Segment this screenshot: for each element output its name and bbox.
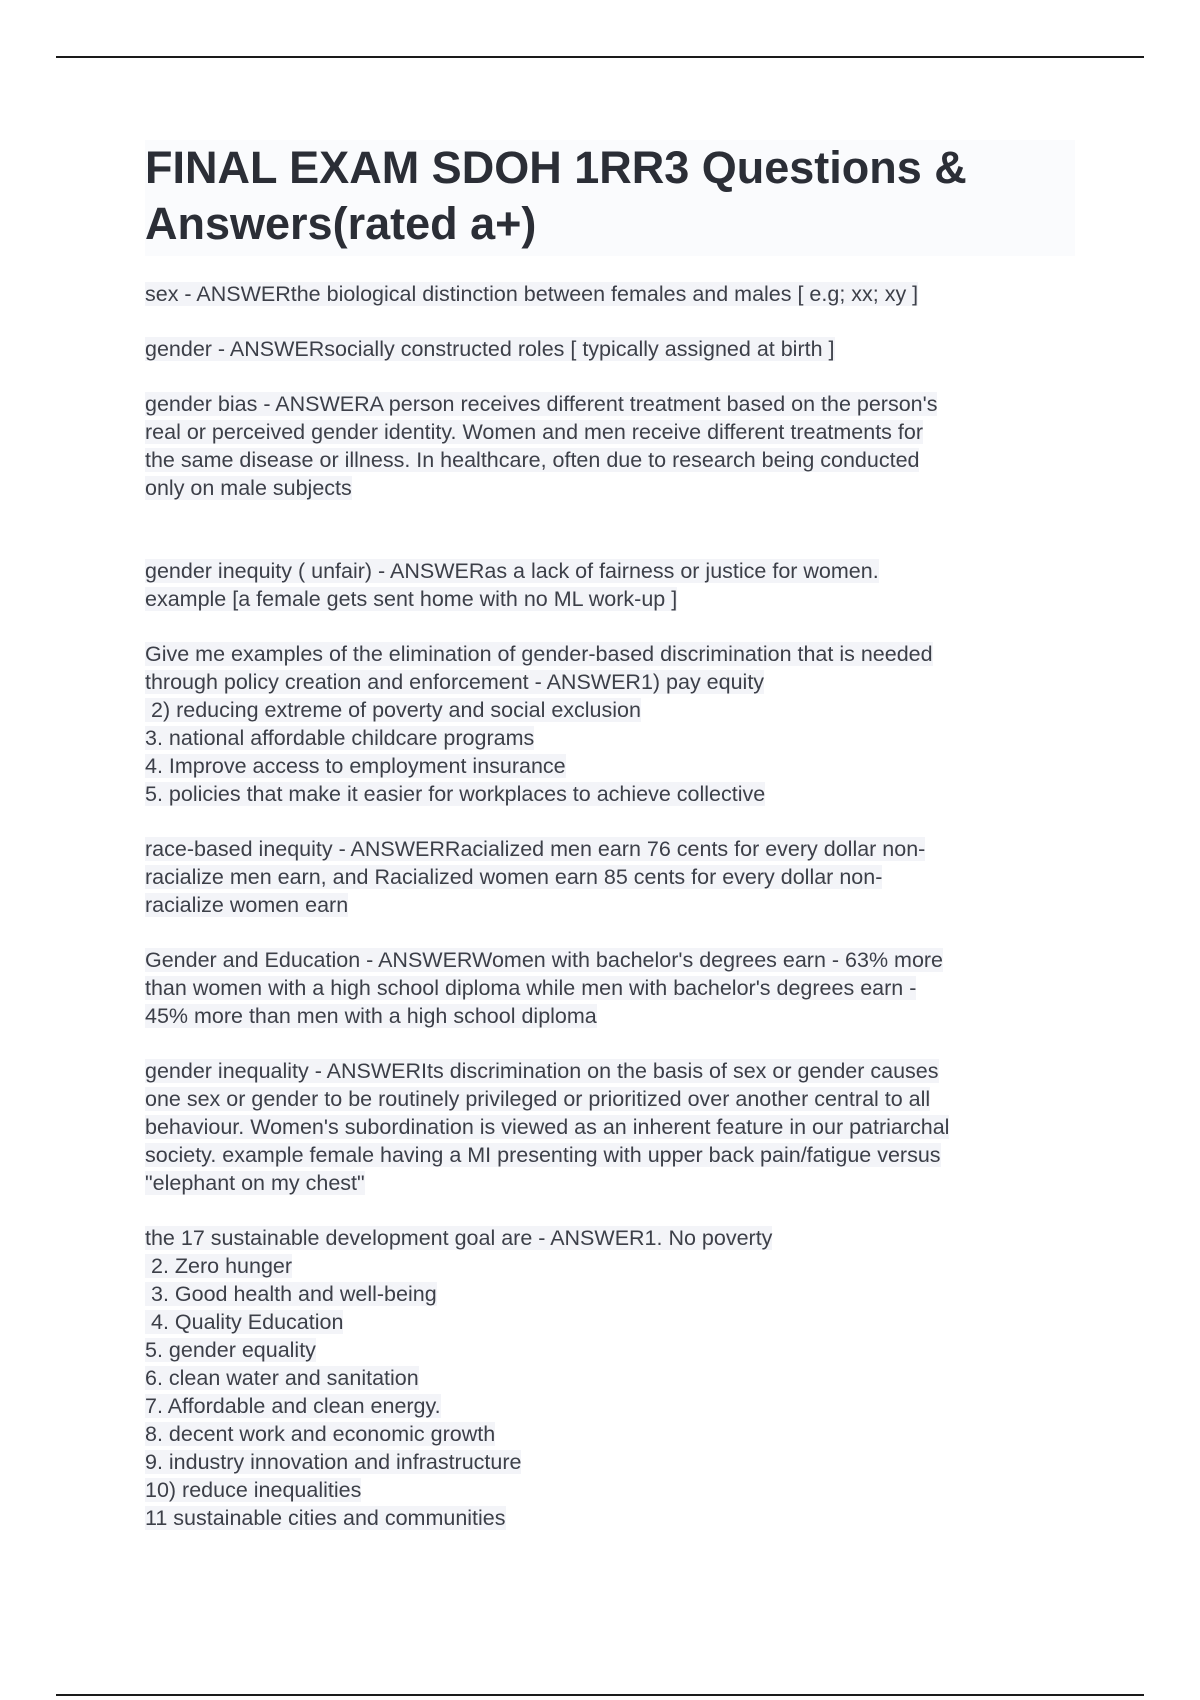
qa-entry-gender-education: Gender and Education - ANSWERWomen with bachelor's degrees earn - 63% more than women with a high school diploma while men with bachelor's degrees earn - 45% more than men with a high school diploma (145, 948, 944, 1028)
qa-entry-gender: gender - ANSWERsocially constructed roles [ typically assigned at birth ] (145, 337, 835, 361)
qa-entry-sdg-list: the 17 sustainable development goal are - ANSWER1. No poverty 2. Zero hunger 3. Good health and well-being 4. Quality Education 5. gender equality 6. clean water and sanitation 7. Affordable and clean energy. 8. decent work and economic growth 9. industry innovation and infrastructure 10) reduce inequalities 11 sustainable cities and communities (145, 1226, 773, 1530)
bottom-divider (56, 1694, 1144, 1696)
qa-entry-gender-bias: gender bias - ANSWERA person receives different treatment based on the person's real or perceived gender identity. Women and men receive different treatments for the same disease or illness. In healthcare, often due to research being conducted only on male subjects (145, 392, 938, 500)
page-title: FINAL EXAM SDOH 1RR3 Questions & Answers(rated a+) (145, 140, 1075, 256)
qa-entry-gender-inequity: gender inequity ( unfair) - ANSWERas a lack of fairness or justice for women. example [a female gets sent home with no ML work-up ] (145, 559, 879, 611)
qa-entry-sex: sex - ANSWERthe biological distinction between females and males [ e.g; xx; xy ] (145, 282, 919, 306)
qa-entry-gender-inequality: gender inequality - ANSWERIts discrimination on the basis of sex or gender causes one sex or gender to be routinely privileged or prioritized over another central to all behaviour. Women's subordination is viewed as an inherent feature in our patriarchal society. example female having a MI presenting with upper back pain/fatigue versus "elephant on my chest" (145, 1059, 950, 1195)
document-body (145, 140, 1075, 1559)
qa-entry-policy-examples: Give me examples of the elimination of gender-based discrimination that is needed through policy creation and enforcement - ANSWER1) pay equity 2) reducing extreme of poverty and social exclusion 3. national affordable childcare programs 4. Improve access to employment insurance 5. policies that make it easier for workplaces to achieve collective (145, 642, 933, 806)
qa-entry-race-based-inequity: race-based inequity - ANSWERRacialized men earn 76 cents for every dollar non- racialize men earn, and Racialized women earn 85 cents for every dollar non- racialize women earn (145, 837, 926, 917)
top-divider (56, 56, 1144, 58)
